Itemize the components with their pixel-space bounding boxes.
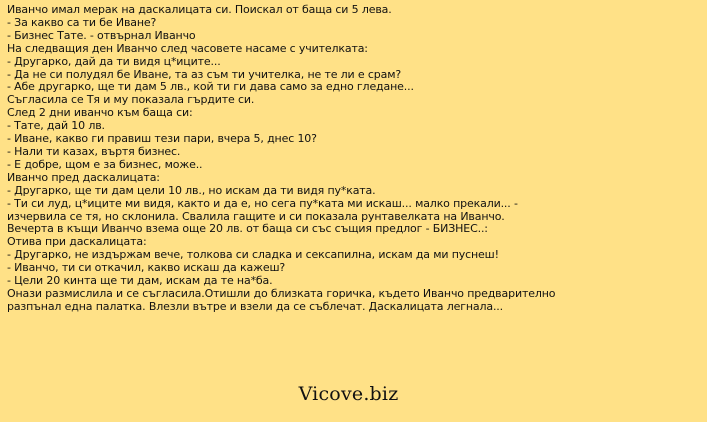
story-line: На следващия ден Иванчо след часовете насаме с учителката:: [7, 42, 368, 55]
story-line: разпънал една палатка. Влезли вътре и взели да се съблечат. Даскалицата легнала...: [7, 300, 503, 313]
story-line: - Нали ти казах, въртя бизнес.: [7, 145, 181, 158]
story-line: - Другарко, дай да ти видя ц*иците...: [7, 55, 221, 68]
story-line: - Абе другарко, ще ти дам 5 лв., кой ти ги дава само за едно гледане...: [7, 81, 414, 94]
story-line: - Иванчо, ти си откачил, какво искаш да кажеш?: [7, 262, 286, 275]
joke-text: [7, 4, 703, 314]
story-line: Иванчо пред даскалицата:: [7, 171, 160, 184]
story-line: - Тате, дай 10 лв.: [7, 120, 105, 133]
story-line: Онази размислила и се съгласила.Отишли до близката горичка, където Иванчо предварително: [7, 287, 556, 300]
story-line: - Другарко, ще ти дам цели 10 лв., но искам да ти видя пу*ката.: [7, 184, 376, 197]
story-line: - Е добре, щом е за бизнес, може..: [7, 158, 203, 171]
story-line: Вечерта в къщи Иванчо взема още 20 лв. от баща си със същия предлог - БИЗНЕС..:: [7, 223, 488, 236]
story-line: изчервила се тя, но склонила. Свалила гащите и си показала рунтавелката на Иванчо.: [7, 210, 505, 223]
story-line: - За какво са ти бе Иване?: [7, 16, 157, 29]
story-line: - Бизнес Тате. - отвърнал Иванчо: [7, 29, 196, 42]
story-line: - Иване, какво ги правиш тези пари, вчера 5, днес 10?: [7, 133, 317, 146]
story-line: - Ти си луд, ц*иците ми видя, както и да е, но сега пу*ката ми искаш... малко прекали... -: [7, 197, 518, 210]
story-line: - Да не си полудял бе Иване, та аз съм ти учителка, не те ли е срам?: [7, 68, 402, 81]
story-line: - Цели 20 кинта ще ти дам, искам да те на*ба.: [7, 275, 273, 288]
site-watermark: Vicove.biz: [298, 383, 399, 405]
story-line: След 2 дни иванчо към баща си:: [7, 107, 193, 120]
story-line: Отива при даскалицата:: [7, 236, 147, 249]
story-line: - Другарко, не издържам вече, толкова си сладка и сексапилна, искам да ми пуснеш!: [7, 249, 499, 262]
story-line: Съгласила се Тя и му показала гърдите си.: [7, 94, 255, 107]
story-line: Иванчо имал мерак на даскалицата си. Поискал от баща си 5 лева.: [7, 4, 392, 16]
